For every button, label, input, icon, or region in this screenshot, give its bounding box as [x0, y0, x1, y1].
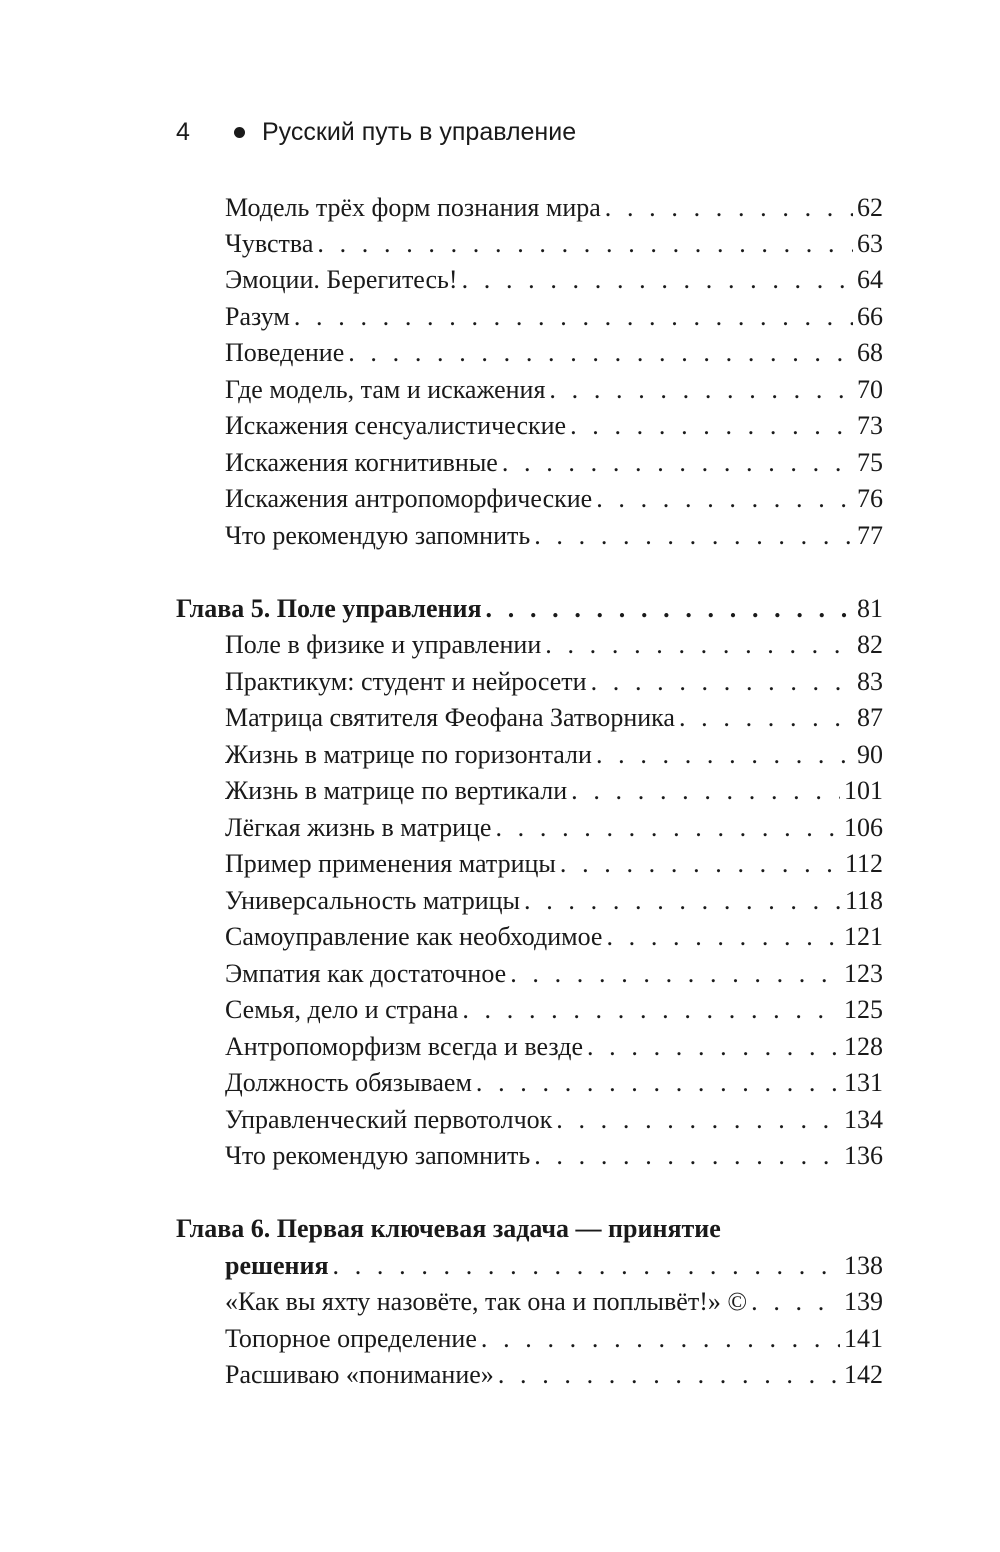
toc-entry-page: 139 — [844, 1287, 883, 1316]
toc-entry — [225, 445, 883, 481]
toc-entry-title: Должность обязываем — [225, 1068, 472, 1097]
toc-entry-page: 62 — [857, 193, 883, 222]
chapter-6-title-line1: Глава 6. Первая ключевая задача — принятие — [176, 1214, 721, 1243]
toc-entry-title: Искажения сенсуалистические — [225, 411, 567, 440]
toc-entry-title: Поле в физике и управлении — [225, 630, 542, 659]
dot-leader — [524, 883, 841, 919]
toc-entry-title: Матрица святителя Феофана Затворника — [225, 703, 675, 732]
book-title: Русский путь в управление — [262, 117, 577, 146]
dot-leader — [549, 372, 853, 408]
toc-entry-page: 68 — [857, 338, 883, 367]
dot-leader — [481, 1321, 840, 1357]
toc-entry — [225, 481, 883, 517]
toc-entry — [225, 627, 883, 663]
toc-entry-page: 64 — [857, 265, 883, 294]
page-number: 4 — [176, 117, 190, 146]
toc-entry — [225, 1357, 883, 1393]
dot-leader — [498, 1357, 840, 1393]
dot-leader — [605, 190, 853, 226]
dot-leader — [591, 664, 853, 700]
toc-entry-title: Искажения антропоморфические — [225, 484, 593, 513]
toc-entry-page: 76 — [857, 484, 883, 513]
toc-entry-title: Модель трёх форм познания мира — [225, 193, 601, 222]
toc-entry-page: 123 — [844, 959, 883, 988]
dot-leader — [502, 445, 853, 481]
toc-entry-page: 70 — [857, 375, 883, 404]
toc-entry-page: 83 — [857, 667, 883, 696]
toc-entry-title: Что рекомендую запомнить — [225, 1141, 531, 1170]
toc-entry — [225, 992, 883, 1028]
toc-entry-title: Антропоморфизм всегда и везде — [225, 1032, 583, 1061]
toc-entry — [225, 919, 883, 955]
toc-entry-title: Жизнь в матрице по вертикали — [225, 776, 568, 805]
toc-entry — [225, 773, 883, 809]
toc-entry-title: Где модель, там и искажения — [225, 375, 546, 404]
toc-entry-page: 63 — [857, 229, 883, 258]
dot-leader — [333, 1248, 840, 1284]
toc-entry — [225, 810, 883, 846]
toc-entry — [225, 262, 883, 298]
toc-entry — [225, 190, 883, 226]
toc-entry — [225, 846, 883, 882]
toc-entry-page: 87 — [857, 703, 883, 732]
toc-entry-title: Управленческий первотолчок — [225, 1105, 553, 1134]
chapter-page: 138 — [844, 1251, 883, 1280]
dot-leader — [679, 700, 853, 736]
toc-entry — [225, 299, 883, 335]
toc-entry-title: Лёгкая жизнь в матрице — [225, 813, 492, 842]
toc-entry-title: Жизнь в матрице по горизонтали — [225, 740, 592, 769]
running-header — [176, 112, 576, 152]
dot-leader — [486, 591, 853, 627]
toc-entry-title: Что рекомендую запомнить — [225, 521, 531, 550]
toc-entry-title: «Как вы яхту назовёте, так она и поплывёт!» © — [225, 1287, 748, 1316]
toc-entry-title: Универсальность матрицы — [225, 886, 521, 915]
toc-entry-page: 75 — [857, 448, 883, 477]
chapter-title: Глава 5. Поле управления — [176, 594, 482, 623]
dot-leader — [751, 1284, 840, 1320]
toc-entry-page: 131 — [844, 1068, 883, 1097]
toc-entry-title: Искажения когнитивные — [225, 448, 498, 477]
toc-entry — [225, 1284, 883, 1320]
toc-entry-page: 112 — [844, 849, 883, 878]
toc-entry — [225, 1102, 883, 1138]
toc-entry-page: 121 — [844, 922, 883, 951]
dot-leader — [571, 773, 840, 809]
dot-leader — [294, 299, 853, 335]
toc-entry-title: Эмоции. Берегитесь! — [225, 265, 458, 294]
toc-entry — [225, 518, 883, 554]
toc-entry — [225, 883, 883, 919]
dot-leader — [596, 481, 853, 517]
chapter-page: 81 — [857, 594, 883, 623]
toc-entry-page: 128 — [844, 1032, 883, 1061]
dot-leader — [476, 1065, 840, 1101]
toc-entry-title: Практикум: студент и нейросети — [225, 667, 587, 696]
dot-leader — [462, 992, 840, 1028]
dot-leader — [606, 919, 840, 955]
toc-entry — [225, 335, 883, 371]
toc-entry-title: Самоуправление как необходимое — [225, 922, 603, 951]
toc-entry-title: Поведение — [225, 338, 345, 367]
toc-entry-title: Семья, дело и страна — [225, 995, 459, 1024]
toc-entry-page: 134 — [844, 1105, 883, 1134]
toc-entry — [225, 1321, 883, 1357]
chapter-title-continuation: решения — [225, 1251, 329, 1280]
dot-leader — [462, 262, 853, 298]
toc-entry-page: 136 — [844, 1141, 883, 1170]
dot-leader — [570, 408, 853, 444]
toc-chapter-6 — [225, 1248, 883, 1284]
toc-entry-title: Пример применения матрицы — [225, 849, 556, 878]
toc-entry — [225, 956, 883, 992]
dot-leader — [556, 1102, 840, 1138]
bullet-icon — [234, 127, 245, 138]
toc-entry — [225, 1029, 883, 1065]
toc-entry-page: 77 — [857, 521, 883, 550]
toc-entry — [225, 408, 883, 444]
toc-entry-title: Топорное определение — [225, 1324, 477, 1353]
toc-entry-page: 90 — [857, 740, 883, 769]
toc-entry-page: 66 — [857, 302, 883, 331]
dot-leader — [534, 1138, 840, 1174]
toc-entry — [225, 372, 883, 408]
toc-entry — [225, 664, 883, 700]
toc-entry-title: Чувства — [225, 229, 314, 258]
dot-leader — [348, 335, 853, 371]
toc-entry — [225, 1138, 883, 1174]
dot-leader — [317, 226, 853, 262]
toc-entry-page: 101 — [844, 776, 883, 805]
toc-entry-page: 118 — [844, 886, 883, 915]
dot-leader — [596, 737, 853, 773]
toc-chapter-5 — [176, 591, 883, 627]
toc-entry — [225, 700, 883, 736]
dot-leader — [510, 956, 840, 992]
toc-entry — [225, 737, 883, 773]
dot-leader — [545, 627, 853, 663]
toc-entry-title: Расшиваю «понимание» — [225, 1360, 494, 1389]
dot-leader — [534, 518, 853, 554]
toc-entry-page: 73 — [857, 411, 883, 440]
toc-entry-page: 106 — [844, 813, 883, 842]
toc-entry-title: Разум — [225, 302, 290, 331]
toc-entry-page: 82 — [857, 630, 883, 659]
toc-entry-page: 125 — [844, 995, 883, 1024]
toc-entry-title: Эмпатия как достаточное — [225, 959, 507, 988]
toc-entry-page: 142 — [844, 1360, 883, 1389]
dot-leader — [495, 810, 840, 846]
toc-entry-page: 141 — [844, 1324, 883, 1353]
dot-leader — [587, 1029, 840, 1065]
toc-entry — [225, 226, 883, 262]
dot-leader — [560, 846, 841, 882]
toc-entry — [225, 1065, 883, 1101]
